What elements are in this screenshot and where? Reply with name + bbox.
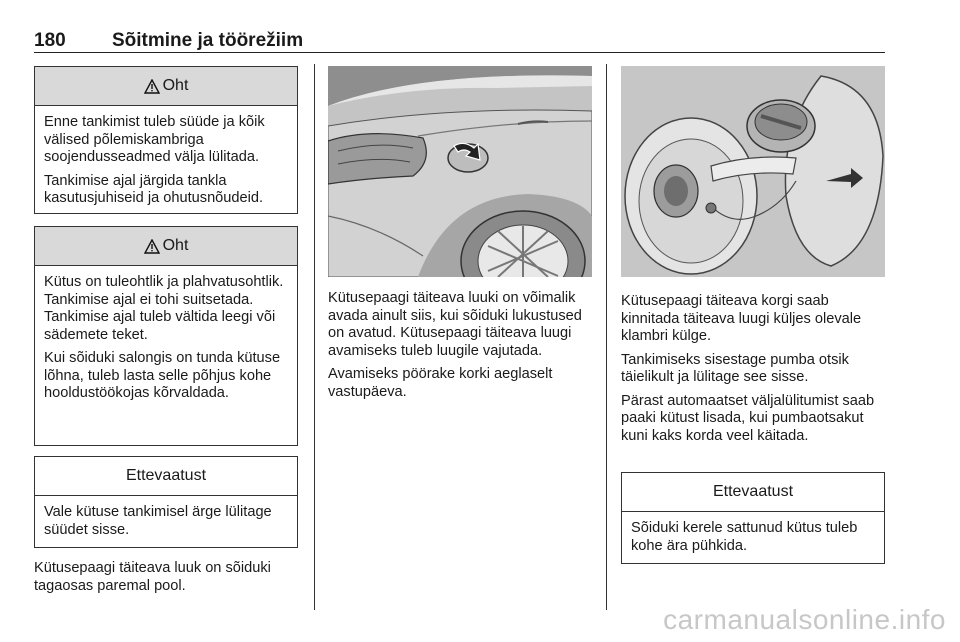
watermark: carmanualsonline.info [663,604,946,635]
caution-text: Sõiduki kerele sattunud kütus tuleb kohe ära pühkida. [631,520,858,554]
caution-title: Ettevaatust [125,467,207,484]
figure-fuel-cap [621,66,885,277]
column-divider [606,64,607,610]
warning-paragraph: Kui sõiduki salongis on tunda kütuse lõhna, tuleb lasta selle põhjus kohe hooldustöökojas kõrvaldada. [44,350,281,401]
paragraph: Kütusepaagi täiteava korgi saab kinnitada täiteava luugi küljes olevale klambri külge. [621,293,862,344]
warning-paragraph: Enne tankimist tuleb süüde ja kõik välised põlemiskambriga soojendusseadmed välja lülitada. [44,114,265,165]
warning-triangle-icon [144,239,160,254]
paragraph: Kütusepaagi täiteava luuk on sõiduki tagaosas paremal pool. [34,560,271,594]
warning-body [35,106,297,208]
caution-body [622,512,884,555]
caution-box-header [35,457,297,496]
warning-box-danger [34,66,298,214]
warning-body [35,266,297,403]
figure-fuel-door-car [328,66,592,277]
column-divider [314,64,315,610]
fuel-cap-illustration [621,66,885,277]
warning-triangle-icon [144,79,160,94]
warning-title: Oht [162,237,189,254]
paragraph: Kütusepaagi täiteava luuki on võimalik avada ainult siis, kui sõiduki lukustused on avatud. Kütusepaagi täiteava luugi avamiseks tuleb luugile vajutada. [328,290,582,359]
warning-paragraph: Tankimise ajal järgida tankla kasutusjuhiseid ja ohutusnõudeid. [44,172,264,206]
paragraph: Tankimiseks sisestage pumba otsik täielikult ja lülitage see sisse. [621,351,849,385]
caution-box [621,472,885,564]
page-number: 180 [34,30,66,51]
warning-title: Oht [162,77,189,94]
caution-box [34,456,298,548]
body-text [34,560,300,601]
warning-paragraph: Kütus on tuleohtlik ja plahvatusohtlik. Tankimise ajal ei tohi suitsetada. Tankimise ajal tuleb vältida leegi või sädemete teket. [44,274,284,343]
page-title: Sõitmine ja töörežiim [112,30,304,51]
page-header [34,30,885,53]
body-text [328,290,594,407]
warning-box-header [35,67,297,106]
paragraph: Avamiseks pöörake korki aeglaselt vastupäeva. [328,366,553,400]
caution-box-header [622,473,884,512]
car-rear-illustration [328,66,592,277]
warning-box-header [35,227,297,266]
paragraph: Pärast automaatset väljalülitumist saab paaki kütust lisada, kui pumbaotsakut kuni kaks korda veel käitada. [621,392,875,444]
caution-text: Vale kütuse tankimisel ärge lülitage süüdet sisse. [44,504,272,538]
body-text [621,293,887,451]
caution-title: Ettevaatust [712,483,794,500]
warning-box-danger [34,226,298,446]
caution-body [35,496,297,539]
